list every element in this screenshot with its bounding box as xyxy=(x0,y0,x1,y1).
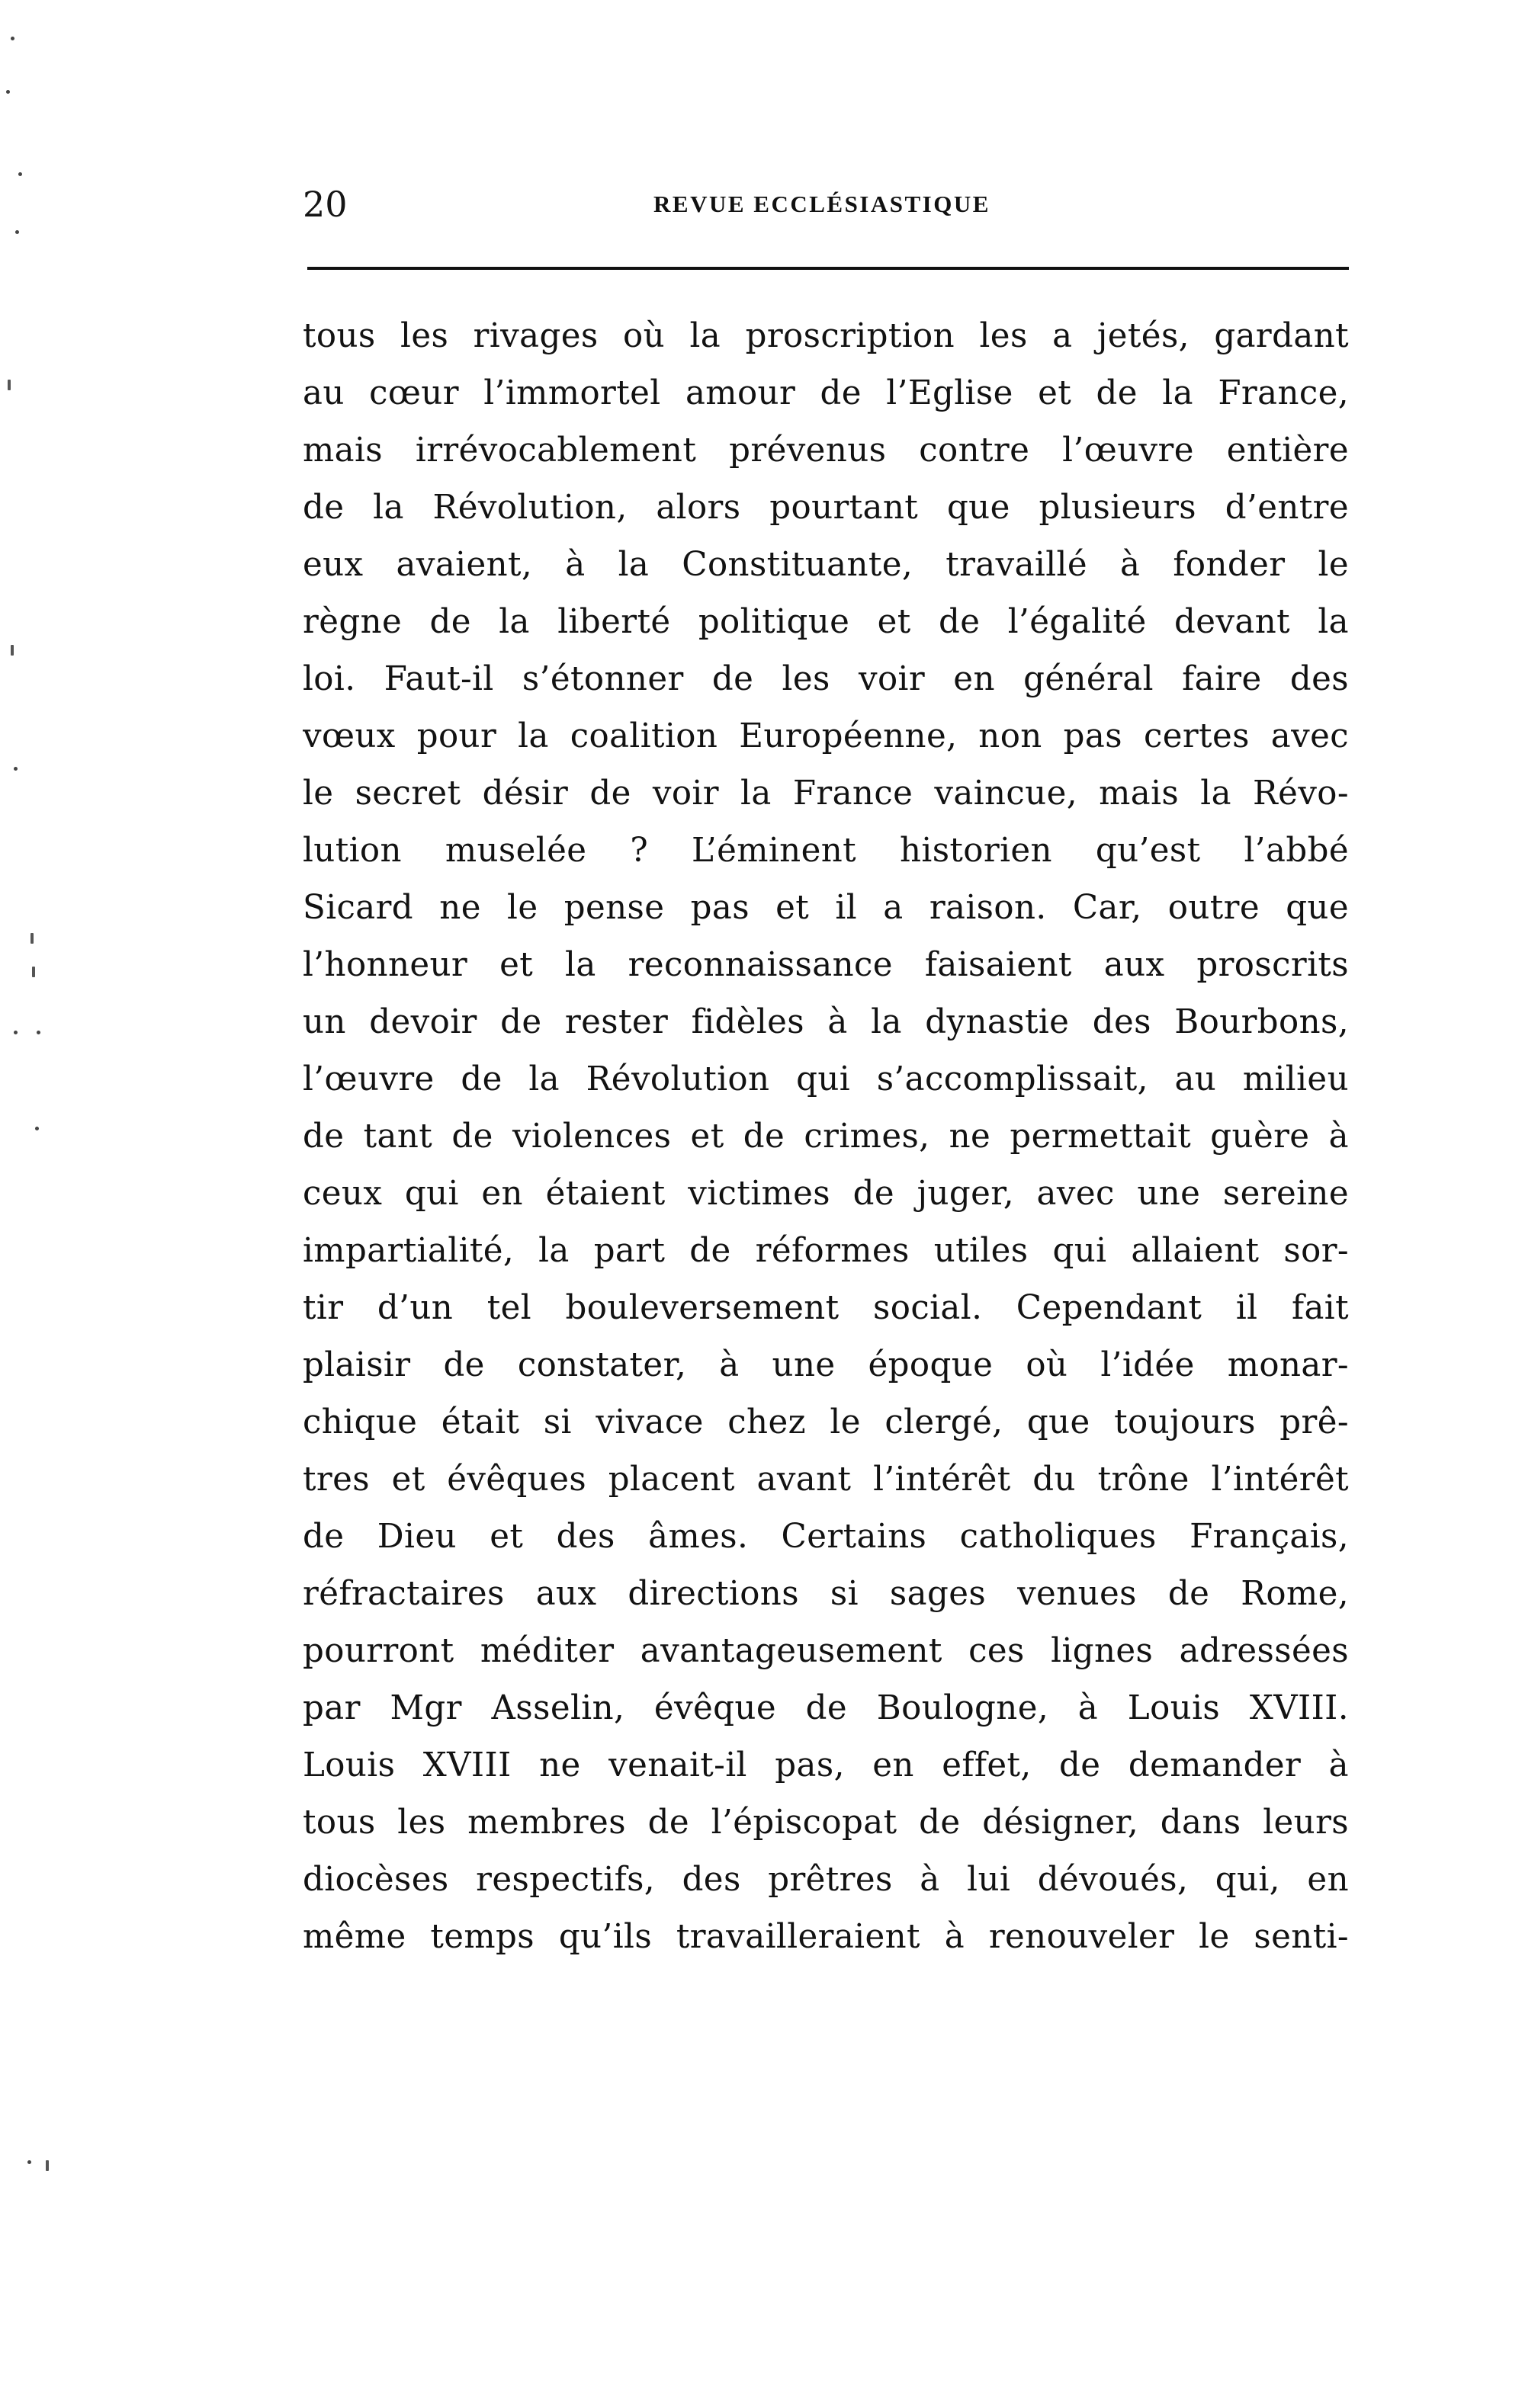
text-line: chique était si vivace chez le clergé, que toujours prê- xyxy=(303,1403,1349,1441)
scan-speck xyxy=(6,90,10,94)
body-text xyxy=(303,308,1349,1966)
text-line: loi. Faut-il s’étonner de les voir en général faire des xyxy=(303,660,1349,698)
text-line: impartialité, la part de réformes utiles qui allaient sor- xyxy=(303,1232,1349,1270)
text-line: le secret désir de voir la France vaincue, mais la Révo- xyxy=(303,774,1349,813)
scan-speck xyxy=(35,1127,39,1130)
text-line: pourront méditer avantageusement ces lignes adressées xyxy=(303,1632,1349,1670)
scan-speck xyxy=(27,2160,31,2164)
text-line: lution muselée ? L’éminent historien qu’est l’abbé xyxy=(303,832,1349,870)
scan-tick xyxy=(46,2160,49,2171)
scan-tick xyxy=(30,933,34,944)
page-number: 20 xyxy=(303,184,348,225)
text-line: Louis XVIII ne venait-il pas, en effet, de demander à xyxy=(303,1746,1349,1784)
scan-speck xyxy=(18,172,22,176)
text-line: de tant de violences et de crimes, ne permettait guère à xyxy=(303,1117,1349,1156)
text-line: plaisir de constater, à une époque où l’idée monar- xyxy=(303,1346,1349,1384)
text-line: eux avaient, à la Constituante, travaillé à fonder le xyxy=(303,546,1349,584)
scan-speck xyxy=(15,230,19,234)
text-line: tres et évêques placent avant l’intérêt du trône l’intérêt xyxy=(303,1461,1349,1499)
page-header xyxy=(303,174,1349,235)
text-line: un devoir de rester fidèles à la dynastie des Bourbons, xyxy=(303,1003,1349,1041)
text-line: par Mgr Asselin, évêque de Boulogne, à Louis XVIII. xyxy=(303,1689,1349,1727)
scan-speck xyxy=(37,1031,40,1034)
scan-speck xyxy=(14,1031,18,1034)
scan-speck xyxy=(14,767,18,771)
header-rule xyxy=(307,267,1349,270)
text-line: l’œuvre de la Révolution qui s’accomplissait, au milieu xyxy=(303,1060,1349,1098)
text-line: diocèses respectifs, des prêtres à lui dévoués, qui, en xyxy=(303,1861,1349,1899)
text-line: l’honneur et la reconnaissance faisaient aux proscrits xyxy=(303,946,1349,984)
left-margin-artifacts xyxy=(0,0,61,2408)
text-line: règne de la liberté politique et de l’égalité devant la xyxy=(303,603,1349,641)
text-line: tous les rivages où la proscription les a jetés, gardant xyxy=(303,317,1349,355)
text-line: mais irrévocablement prévenus contre l’œuvre entière xyxy=(303,431,1349,470)
text-line: tir d’un tel bouleversement social. Cependant il fait xyxy=(303,1289,1349,1327)
text-line: vœux pour la coalition Européenne, non pas certes avec xyxy=(303,717,1349,755)
text-line: de Dieu et des âmes. Certains catholiques Français, xyxy=(303,1518,1349,1556)
text-line: de la Révolution, alors pourtant que plusieurs d’entre xyxy=(303,489,1349,527)
text-line: même temps qu’ils travailleraient à renouveler le senti- xyxy=(303,1918,1349,1956)
scan-speck xyxy=(11,37,14,40)
text-line: Sicard ne le pense pas et il a raison. Car, outre que xyxy=(303,889,1349,927)
scan-tick xyxy=(11,645,14,656)
scan-tick xyxy=(8,380,11,390)
text-line: au cœur l’immortel amour de l’Eglise et de la France, xyxy=(303,374,1349,412)
text-line: tous les membres de l’épiscopat de désigner, dans leurs xyxy=(303,1804,1349,1842)
text-line: réfractaires aux directions si sages venues de Rome, xyxy=(303,1575,1349,1613)
text-line: ceux qui en étaient victimes de juger, avec une sereine xyxy=(303,1175,1349,1213)
scan-tick xyxy=(32,967,35,977)
running-title: REVUE ECCLÉSIASTIQUE xyxy=(653,191,990,217)
